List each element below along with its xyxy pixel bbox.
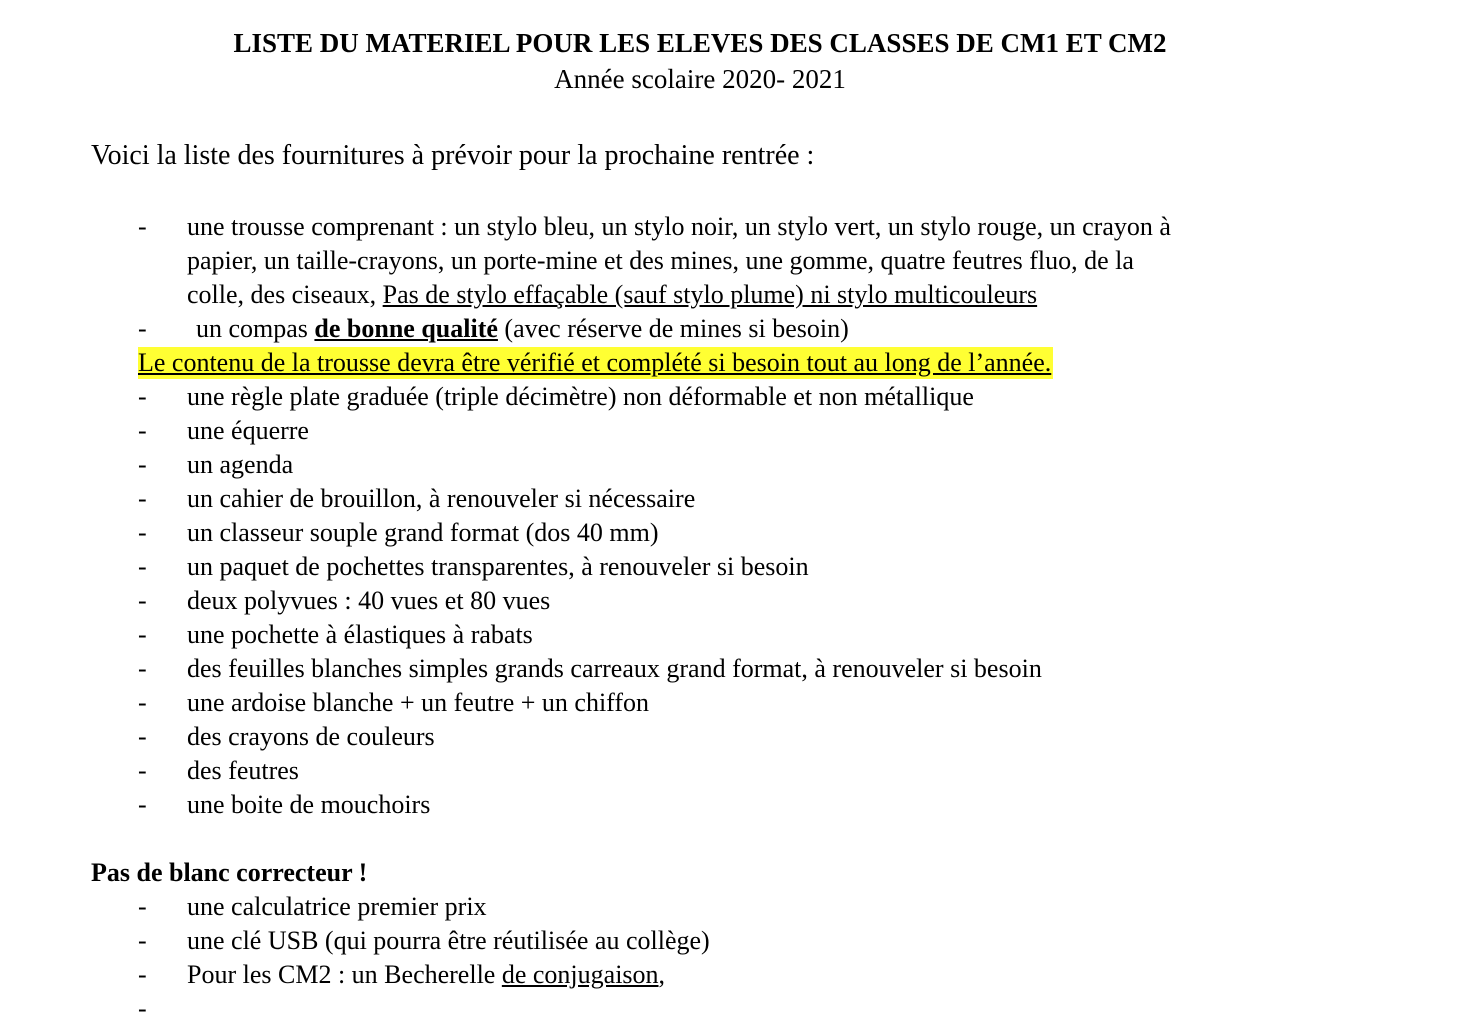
list-bullet: -: [138, 382, 147, 411]
document-subtitle: Année scolaire 2020- 2021: [554, 64, 846, 94]
list-bullet: -: [138, 552, 147, 581]
list-item-text: une règle plate graduée (triple décimètre) non déformable et non métallique: [187, 382, 974, 411]
supply-list: [0, 210, 1460, 1026]
trousse-warning-underlined: Pas de stylo effaçable (sauf stylo plume) ni stylo multicouleurs: [382, 280, 1038, 309]
list-item-becherelle: [0, 958, 1460, 992]
list-item: [0, 550, 1460, 584]
becherelle-end: ,: [658, 960, 666, 989]
list-item-text: une pochette à élastiques à rabats: [187, 620, 533, 649]
list-item: [0, 686, 1460, 720]
list-bullet: -: [138, 756, 147, 785]
list-item-text: des crayons de couleurs: [187, 722, 435, 751]
list-item-text: deux polyvues : 40 vues et 80 vues: [187, 586, 551, 615]
trousse-line-3: [187, 278, 1037, 312]
list-bullet: -: [138, 654, 147, 683]
list-item-text: un classeur souple grand format (dos 40 mm): [187, 518, 659, 547]
compas-end: (avec réserve de mines si besoin): [497, 314, 849, 343]
list-item-text: une boite de mouchoirs: [187, 790, 431, 819]
highlighted-note-row: [0, 346, 1460, 380]
list-item-text: des feutres: [187, 756, 299, 785]
list-item: [0, 584, 1460, 618]
list-bullet: -: [138, 892, 147, 921]
list-item-text: un agenda: [187, 450, 294, 479]
list-item: [0, 652, 1460, 686]
list-item-text: une clé USB (qui pourra être réutilisée au collège): [187, 926, 710, 955]
list-bullet: -: [138, 450, 147, 479]
becherelle-underlined: de conjugaison: [501, 960, 659, 989]
trousse-line-3-start: colle, des ciseaux,: [187, 280, 383, 309]
warning-text: Pas de blanc correcteur !: [91, 858, 368, 887]
list-item: [0, 448, 1460, 482]
list-item-trousse: [0, 210, 1460, 244]
list-bullet: -: [138, 994, 147, 1023]
list-item: [0, 482, 1460, 516]
list-item: [0, 516, 1460, 550]
list-bullet: -: [138, 586, 147, 615]
list-item-compas: [0, 312, 1460, 346]
list-item: [0, 754, 1460, 788]
trousse-line-1: une trousse comprenant : un stylo bleu, un stylo noir, un stylo vert, un stylo rouge, un crayon à: [187, 212, 1171, 241]
list-item: [0, 720, 1460, 754]
list-bullet: -: [138, 926, 147, 955]
becherelle-text: [187, 958, 665, 992]
list-bullet: -: [138, 518, 147, 547]
list-item-empty: [0, 992, 1460, 1026]
list-item-text: des feuilles blanches simples grands carreaux grand format, à renouveler si besoin: [187, 654, 1042, 683]
document-title: LISTE DU MATERIEL POUR LES ELEVES DES CLASSES DE CM1 ET CM2: [233, 28, 1167, 58]
trousse-line-2: papier, un taille-crayons, un porte-mine et des mines, une gomme, quatre feutres fluo, de la: [187, 246, 1134, 275]
warning-heading: [0, 856, 1460, 890]
list-bullet: -: [138, 722, 147, 751]
list-bullet: -: [138, 416, 147, 445]
list-bullet: -: [138, 688, 147, 717]
list-bullet: -: [138, 484, 147, 513]
list-item: [0, 618, 1460, 652]
spacer: [0, 822, 1460, 856]
list-item-text: une ardoise blanche + un feutre + un chiffon: [187, 688, 650, 717]
list-bullet: -: [138, 960, 147, 989]
list-item-trousse-cont: [0, 278, 1460, 312]
intro-paragraph: Voici la liste des fournitures à prévoir pour la prochaine rentrée :: [91, 140, 815, 171]
list-bullet: -: [138, 620, 147, 649]
list-item-text: un cahier de brouillon, à renouveler si nécessaire: [187, 484, 696, 513]
list-item-trousse-cont: [0, 244, 1460, 278]
list-item-text: un paquet de pochettes transparentes, à renouveler si besoin: [187, 552, 809, 581]
highlighted-note: Le contenu de la trousse devra être vérifié et complété si besoin tout au long de l’année.: [138, 348, 1052, 377]
list-bullet: -: [138, 314, 147, 343]
list-bullet: -: [138, 212, 147, 241]
list-item-text: une équerre: [187, 416, 309, 445]
list-item: [0, 380, 1460, 414]
items-list: [0, 380, 1460, 822]
list-item-calculatrice: [0, 890, 1460, 924]
compas-start: un compas: [196, 314, 315, 343]
list-item-text: une calculatrice premier prix: [187, 892, 487, 921]
compas-text: [196, 312, 849, 346]
list-item-usb: [0, 924, 1460, 958]
list-bullet: -: [138, 790, 147, 819]
list-item: [0, 414, 1460, 448]
becherelle-start: Pour les CM2 : un Becherelle: [187, 960, 502, 989]
list-item: [0, 788, 1460, 822]
compas-quality-emphasis: de bonne qualité: [314, 314, 498, 343]
